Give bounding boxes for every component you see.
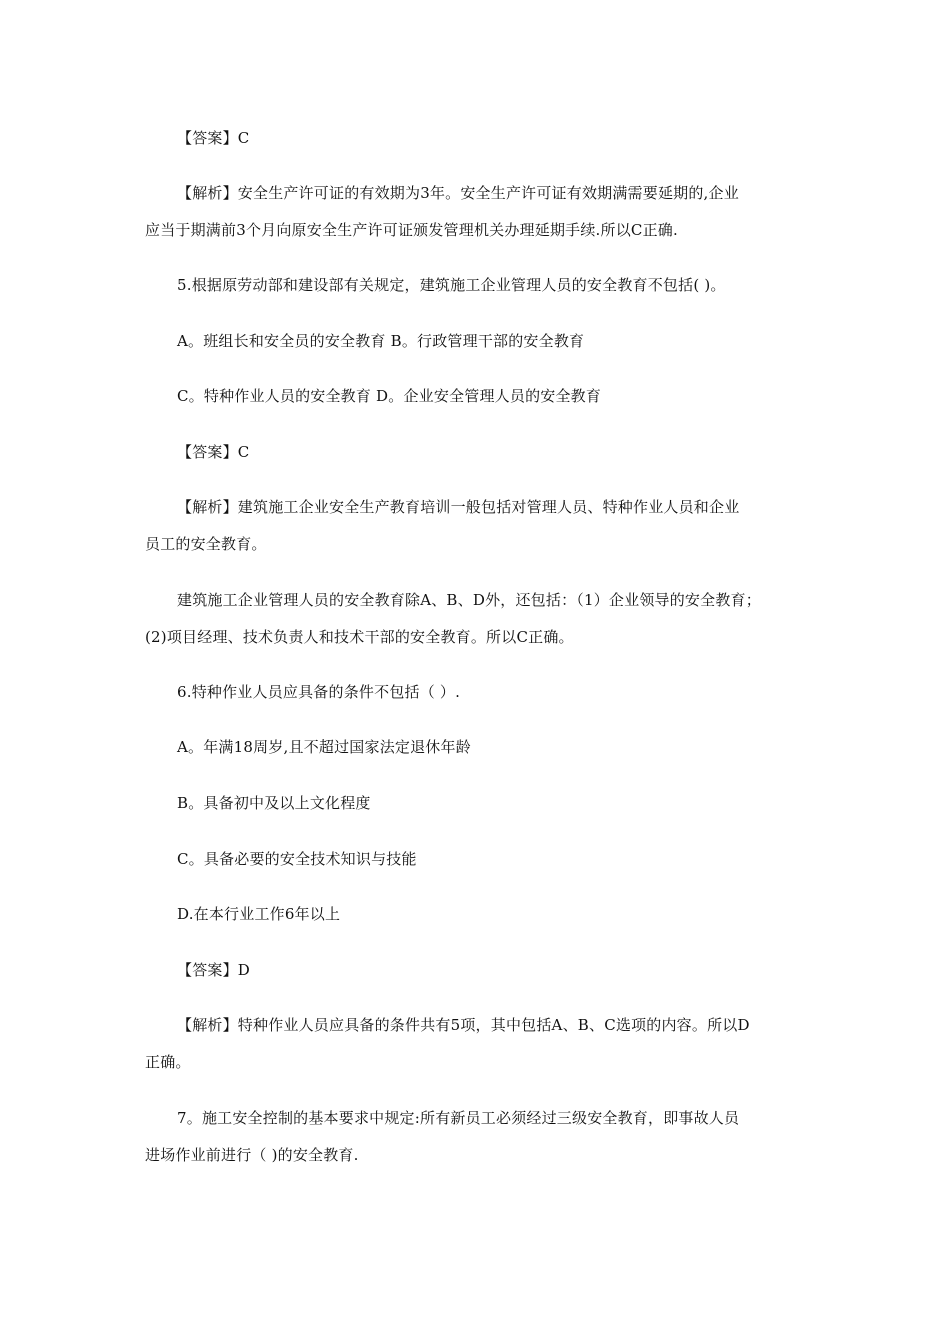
question-7-line2: 进场作业前进行（ )的安全教育. bbox=[145, 1146, 359, 1164]
question-5-options-cd: C。特种作业人员的安全教育 D。企业安全管理人员的安全教育 bbox=[177, 387, 602, 405]
question-6-option-a: A。年满18周岁,且不超过国家法定退休年龄 bbox=[177, 738, 471, 756]
question-6: 6.特种作业人员应具备的条件不包括（ ）. bbox=[177, 683, 461, 701]
question-6-option-d: D.在本行业工作6年以上 bbox=[177, 905, 341, 923]
explanation-q6-line2: 正确。 bbox=[145, 1053, 191, 1071]
explanation-q6-line1: 【解析】特种作业人员应具备的条件共有5项，其中包括A、B、C选项的内容。所以D bbox=[177, 1016, 750, 1034]
answer-label-q6: 【答案】D bbox=[177, 961, 251, 979]
answer-label-q5: 【答案】C bbox=[177, 443, 250, 461]
question-6-option-c: C。具备必要的安全技术知识与技能 bbox=[177, 850, 417, 868]
question-7-line1: 7。施工安全控制的基本要求中规定:所有新员工必须经过三级安全教育，即事故人员 bbox=[177, 1109, 740, 1127]
explanation-q5-line3: 建筑施工企业管理人员的安全教育除A、B、D外，还包括：（1）企业领导的安全教育； bbox=[177, 591, 761, 609]
explanation-q4-line1: 【解析】安全生产许可证的有效期为3年。安全生产许可证有效期满需要延期的,企业 bbox=[177, 184, 739, 202]
explanation-q5-line2: 员工的安全教育。 bbox=[145, 535, 267, 553]
question-5-options-ab: A。班组长和安全员的安全教育 B。行政管理干部的安全教育 bbox=[177, 332, 585, 350]
answer-label-q4: 【答案】C bbox=[177, 129, 250, 147]
explanation-q5-line4: (2)项目经理、技术负责人和技术干部的安全教育。所以C正确。 bbox=[145, 628, 574, 646]
explanation-q5-line1: 【解析】建筑施工企业安全生产教育培训一般包括对管理人员、特种作业人员和企业 bbox=[177, 498, 740, 516]
explanation-q4-line2: 应当于期满前3个月向原安全生产许可证颁发管理机关办理延期手续.所以C正确. bbox=[145, 221, 678, 239]
question-5: 5.根据原劳动部和建设部有关规定，建筑施工企业管理人员的安全教育不包括( )。 bbox=[177, 276, 726, 294]
question-6-option-b: B。具备初中及以上文化程度 bbox=[177, 794, 371, 812]
